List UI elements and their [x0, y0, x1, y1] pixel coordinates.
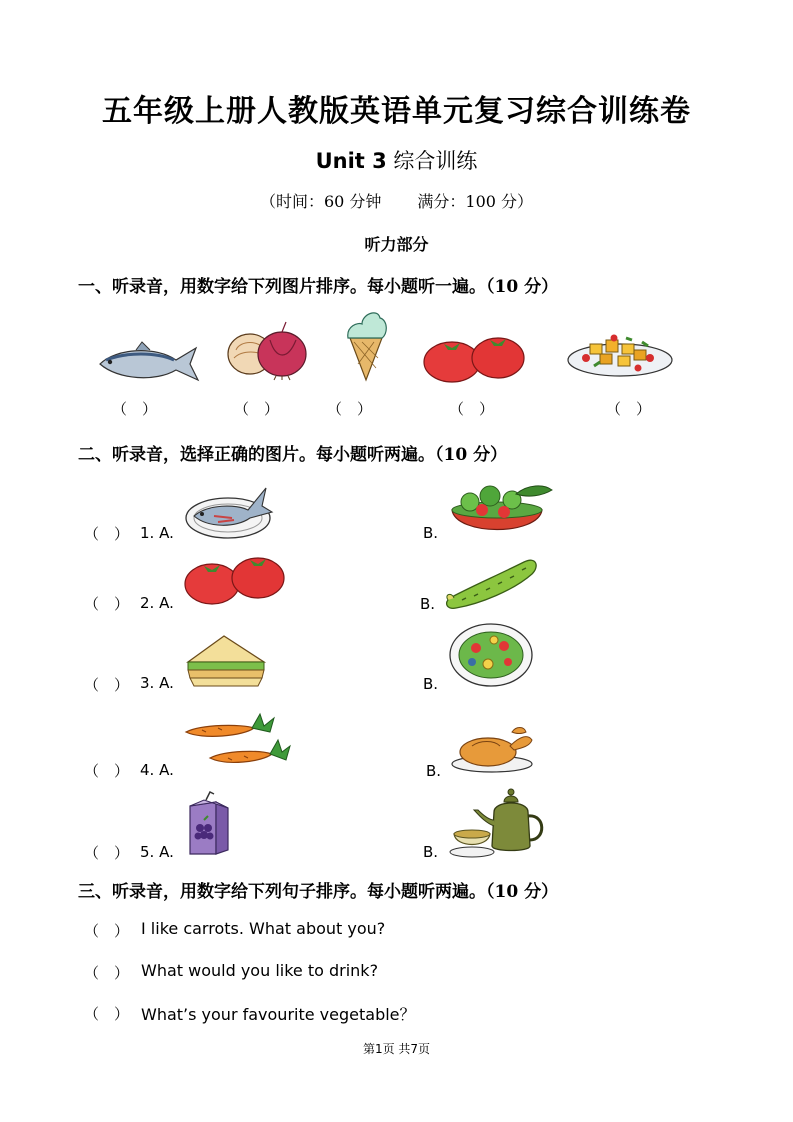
q5-b-label: B.: [423, 843, 439, 861]
section2-title: 二、听录音，选择正确的图片。每小题听两遍。（10 分）: [78, 445, 508, 465]
sentence1-text: I like carrots. What about you?: [141, 919, 386, 938]
q3-b-label: B.: [423, 675, 439, 693]
page-subtitle: [0, 145, 793, 175]
q1-label: 1. A.: [140, 524, 174, 542]
picture3-blank[interactable]: （ ）: [327, 400, 373, 418]
q1-b-label: B.: [423, 524, 439, 542]
q4-blank[interactable]: （ ）: [84, 762, 130, 780]
sentence3-blank[interactable]: （ ）: [84, 1005, 130, 1023]
tomatoes-icon: [184, 556, 286, 606]
salad-plate-icon: [566, 330, 674, 380]
q4-label: 4. A.: [140, 761, 174, 779]
fish-plate-icon: [184, 482, 276, 540]
q2-b-label: B.: [420, 595, 436, 613]
teapot-icon: [448, 786, 548, 858]
cucumber-icon: [444, 554, 540, 610]
sandwich-icon: [184, 632, 268, 688]
score-label: 满分：100 分）: [417, 192, 534, 211]
page-title: 五年级上册人教版英语单元复习综合训练卷: [102, 94, 691, 129]
roast-chicken-icon: [450, 722, 534, 774]
subtitle-cn: 综合训练: [393, 149, 478, 173]
q5-blank[interactable]: （ ）: [84, 844, 130, 862]
q3-label: 3. A.: [140, 674, 174, 692]
part-heading: 听力部分: [364, 235, 429, 254]
section1-title: 一、听录音，用数字给下列图片排序。每小题听一遍。（10 分）: [78, 277, 559, 297]
onions-icon: [226, 320, 310, 380]
tomatoes-icon: [422, 334, 526, 384]
ice-cream-icon: [344, 308, 392, 382]
sentence2-text: What would you like to drink?: [141, 961, 379, 980]
sentence1-blank[interactable]: （ ）: [84, 922, 130, 940]
juice-box-icon: [186, 792, 232, 856]
picture4-blank[interactable]: （ ）: [449, 400, 495, 418]
exam-meta: [0, 189, 793, 212]
sentence2-blank[interactable]: （ ）: [84, 964, 130, 982]
section3-title: 三、听录音，用数字给下列句子排序。每小题听两遍。（10 分）: [78, 882, 559, 902]
q2-label: 2. A.: [140, 594, 174, 612]
q3-blank[interactable]: （ ）: [84, 676, 130, 694]
carrots-icon: [182, 706, 292, 770]
salad-bowl-icon: [446, 480, 554, 540]
subtitle-unit: Unit 3: [315, 149, 387, 173]
q1-blank[interactable]: （ ）: [84, 525, 130, 543]
fish-icon: [96, 340, 200, 386]
time-label: （时间：60 分钟: [259, 192, 382, 211]
picture1-blank[interactable]: （ ）: [112, 400, 158, 418]
q4-b-label: B.: [426, 762, 442, 780]
sentence3-text: What’s your favourite vegetable？: [141, 1005, 416, 1024]
q2-blank[interactable]: （ ）: [84, 595, 130, 613]
page-footer: 第1页 共7页: [362, 1042, 431, 1056]
salad-dish-icon: [448, 622, 534, 688]
picture5-blank[interactable]: （ ）: [606, 400, 652, 418]
q5-label: 5. A.: [140, 843, 174, 861]
picture2-blank[interactable]: （ ）: [234, 400, 280, 418]
